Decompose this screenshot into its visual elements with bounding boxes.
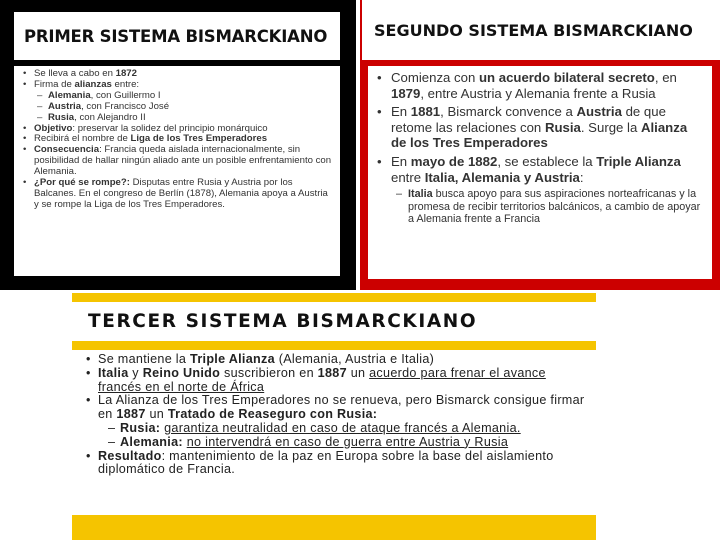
bullet-text: entre: [111,78,140,90]
bullet-bold-text: 1887 [116,407,146,422]
bullet-bold-text: Alemania [48,89,91,101]
bullet-text: : mantenimiento de la paz en Europa sobre la base del aislamiento diplomático de Francia. [98,448,554,477]
tercer-sistema-panel [72,293,596,540]
bullet-bold-text: un acuerdo bilateral secreto [478,70,655,85]
sub-bullet-item [80,436,590,450]
bullet-bold-text: Tratado de Reaseguro con Rusia: [167,407,378,422]
bullet-item [374,154,706,185]
bullet-bold-text: Triple Alianza [596,153,681,169]
bullet-bold-text: Rusia: [120,420,161,435]
bullet-bold-text: Italia, Alemania y Austria [424,169,580,185]
bullet-item [20,178,334,211]
yellow-bar-middle [72,341,596,350]
bullet-text: y [128,365,143,380]
bullet-text: Disputas entre Rusia y Austria por los Balcanes. En el congreso de Berlín (1878), Alemania apoya a Austria y se rompe la Liga de los Tres Emperadores. [34,177,328,210]
bullet-text: En [391,104,411,120]
bullet-bold-text: Consecuencia [34,144,100,156]
bullet-text: , entre Austria y Alemania frente a Rusia [420,85,656,101]
bullet-text: entre [391,169,425,185]
tercer-sistema-body [72,350,596,512]
primer-sistema-title-box [14,12,340,60]
bullet-bold-text: Austria [48,100,82,112]
bullet-text: un [346,365,370,380]
bullet-bold-text: Alianza de los Tres Emperadores [391,119,688,151]
bullet-text: La Alianza de los Tres Emperadores no se renueva, pero Bismarck consigue firmar en [98,393,585,422]
bullet-bold-text: 1879 [391,85,421,101]
bullet-text: un [145,407,168,422]
segundo-sistema-title-box [362,0,720,60]
bullet-bold-text: alianzas [74,78,112,90]
sub-bullet-item [80,422,590,436]
yellow-bar-bottom [72,515,596,540]
bullet-text: , con Francisco José [81,100,170,112]
segundo-sistema-body [368,66,712,279]
bullet-text: suscribieron en [220,365,318,380]
bullet-text: : [579,169,584,185]
bullet-text: . Surge la [580,119,641,135]
tercer-sistema-title: TERCER SISTEMA BISMARCKIANO [88,311,478,332]
bullet-item [80,353,590,367]
bullet-bold-text: mayo de 1882 [410,153,498,169]
segundo-sistema-list [374,70,706,225]
bullet-bold-text: ¿Por qué se rompe?: [34,177,130,189]
bullet-text: (Alemania, Austria e Italia) [274,352,435,366]
bullet-bold-text: 1887 [317,365,347,380]
bullet-text: : Francia queda aislada internacionalmente, sin posibilidad de hallar ningún aliado ante un posible enfrentamiento con Alemania. [34,144,332,178]
bullet-bold-text: Alemania: [120,434,183,449]
bullet-item [374,104,706,151]
bullet-bold-text: 1881 [410,104,441,120]
bullet-text: , Bismarck convence a [440,104,577,120]
bullet-text: , en [654,70,677,85]
bullet-item [80,394,590,422]
tercer-sistema-list [80,353,590,477]
bullet-text: Se lleva a cabo en [34,68,116,79]
yellow-bar-top [72,293,596,302]
segundo-sistema-title: SEGUNDO SISTEMA BISMARCKIANO [374,20,693,40]
bullet-item [80,450,590,478]
primer-sistema-panel [0,0,356,290]
bullet-bold-text: Reino Unido [142,365,221,380]
bullet-bold-text: 1872 [115,68,137,79]
bullet-bold-text: Objetivo [34,122,73,134]
primer-sistema-title: PRIMER SISTEMA BISMARCKIANO [24,26,328,46]
bullet-bold-text: Italia [98,365,129,380]
primer-sistema-body [14,66,340,276]
bullet-text: busca apoyo para sus aspiraciones norteafricanas y la promesa de recibir territorios balcánicos, a cambio de apoyar a Alemania frente a Francia [408,188,701,225]
bullet-underlined-text: no intervendrá en caso de guerra entre Austria y Rusia [186,434,509,449]
bullet-underlined-text: garantiza neutralidad en caso de ataque francés a Alemania. [164,420,521,435]
bullet-bold-text: Rusia [48,111,75,123]
bullet-bold-text: Triple Alianza [190,352,275,366]
bullet-text: En [391,153,411,169]
bullet-text: : preservar la solidez del principio monárquico [72,122,268,134]
bullet-text: Firma de [34,78,75,90]
bullet-bold-text: Austria [576,104,622,120]
bullet-text: Comienza con [391,70,479,85]
bullet-bold-text: Italia [408,188,433,201]
segundo-sistema-panel [360,0,720,290]
bullet-text: , se establece la [497,153,597,169]
bullet-item [20,145,334,178]
bullet-bold-text: Rusia [544,119,581,135]
bullet-item [374,70,706,101]
primer-sistema-list [20,69,334,211]
bullet-text: , con Guillermo I [90,89,161,101]
bullet-bold-text: Liga de los Tres Emperadores [130,133,268,145]
bullet-text: Recibirá el nombre de [34,133,131,145]
bullet-item [80,367,590,395]
bullet-underlined-text: acuerdo para frenar el avance francés en el norte de África [98,365,546,394]
bullet-text: de que retome las relaciones con [391,104,666,135]
bullet-text: , con Alejandro II [74,111,146,123]
bullet-text: Se mantiene la [98,352,191,366]
bullet-bold-text: Resultado [98,448,162,463]
sub-bullet-item [374,188,706,225]
